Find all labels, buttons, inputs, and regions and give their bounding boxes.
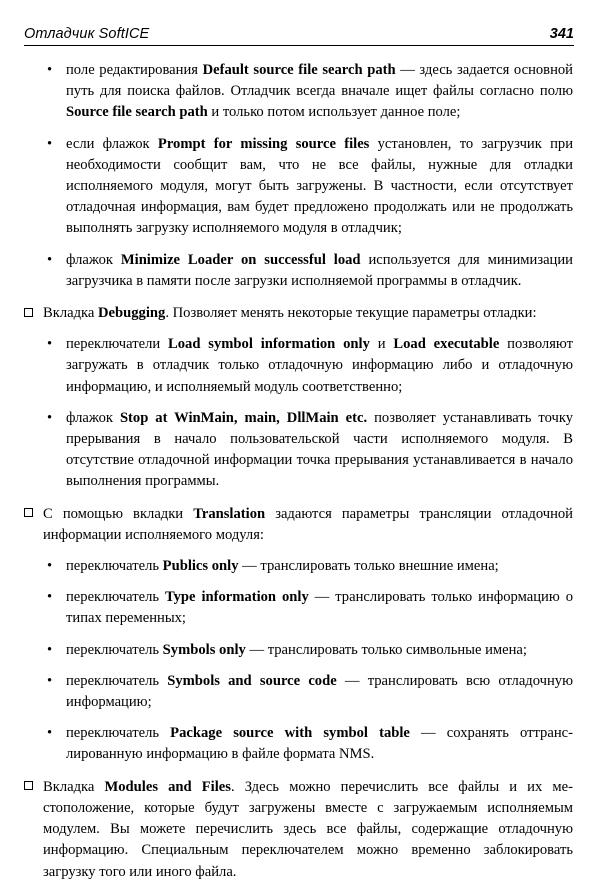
list-item [24,408,573,493]
running-head-title: Отладчик SoftICE [24,26,150,42]
body-text: переключатели [66,336,168,353]
body-text: Вкладка [43,778,105,795]
round-bullet-icon: • [47,589,53,606]
ui-term: Debugging [98,305,166,322]
body-text: переключатель [66,641,163,658]
square-bullet-icon [24,308,33,317]
body-text: — транслировать только символьные имена; [245,641,527,658]
ui-term: Load symbol information only [168,336,370,353]
list-item [24,556,573,577]
page-number: 341 [549,26,574,42]
body-text: — транслировать всю отладочную информацию; [66,672,573,711]
body-text: . Позволяет менять некоторые текущие параметры отладки: [165,305,537,322]
ui-term: Publics only [162,558,239,575]
ui-term: Stop at WinMain, main, DllMain etc. [119,409,368,426]
running-head [24,26,574,50]
list-item [24,334,573,398]
round-bullet-icon: • [47,336,53,353]
round-bullet-icon: • [47,558,53,575]
body-text: переключатель [66,558,163,575]
ui-term: Translation [193,505,266,522]
body-text: переключатель [66,672,168,689]
ui-term: Default source file search path [202,62,396,78]
body-text: Вкладка [43,305,99,322]
ui-term: Modules and Files [104,778,231,795]
body-text: если флажок [66,135,158,152]
body-text: позволяют загружать в отладчик только отладочную информацию либо и отладочную информацию, и исполняемый модуль соответственно; [66,336,574,395]
ui-term: Symbols only [162,641,246,658]
body-text: задаются параметры трансляции отладочной информации исполняемого модуля: [43,505,573,543]
section-item [24,504,573,546]
ui-term: Type information only [164,589,309,606]
body-text: позволяет устанавливать точку прерывания в начало пользовательской части исполняемого модуля. В отсутствие отладочной информации точка прерывания устанавливается в начало выполнения программы. [66,409,574,490]
ui-term: Source file search path [66,104,208,121]
round-bullet-icon: • [47,62,53,78]
body-text-column [24,60,573,882]
body-text: . Здесь можно перечислить все файлы и их местоположение, которые будут загружены вместе с загружаемым исполняемым модулем. Вы можете перечислить здесь все файлы, содержащие отладочную информацию. Специальным переключателем можно временно заблокировать загрузку того или иного файла. [43,778,573,880]
body-text: переключатель [66,725,171,742]
body-text: поле редактирования [66,62,203,78]
body-text: установлен, то загрузчик при необходимости сообщит вам, что не все файлы, нужные для отладки исполняемого модуля, могут быть загружены. В частности, если отсутствует отладочная информация, вам будет предложено продолжать или не продолжать выполнять загрузку исполняемого модуля в отладчик; [66,135,574,237]
square-bullet-icon [24,781,33,790]
running-head-inner [24,26,574,46]
body-text: флажок [66,251,121,268]
body-text: и только потом использует данное поле; [207,104,461,121]
square-bullet-icon [24,508,33,517]
body-text: флажок [66,409,120,426]
section-item [24,303,573,324]
list-item [24,60,573,124]
ui-term: Minimize Loader on successful load [120,251,361,268]
round-bullet-icon: • [47,672,53,689]
list-item [24,250,573,292]
ui-term: Prompt for missing source files [157,135,370,152]
list-item [24,671,573,713]
body-text: переключатель [66,589,165,606]
list-item [24,723,573,765]
list-item [24,587,573,629]
body-text: используется для минимизации загрузчика в памяти после загрузки исполняемой программы в отладчик. [66,251,573,289]
body-text: — здесь задается основной путь для поиска файлов. Отладчик всегда вначале ищет файлы согласно полю [66,62,573,100]
section-item [24,777,573,882]
list-item [24,134,573,240]
body-text: — транслировать только внешние имена; [238,558,499,575]
ui-term: Package source with symbol table [170,725,410,742]
round-bullet-icon: • [47,135,53,152]
body-text: и [369,336,394,353]
round-bullet-icon: • [47,251,53,268]
body-text: — транслировать только информацию о типах переменных; [66,589,573,627]
list-item [24,640,573,661]
round-bullet-icon: • [47,641,53,658]
ui-term: Symbols and source code [167,672,337,689]
body-text: С помощью вкладки [43,505,194,522]
body-text: — сохранять оттранслированную информацию в файле формата NMS. [66,725,573,763]
ui-term: Load executable [393,336,500,353]
round-bullet-icon: • [47,409,53,426]
round-bullet-icon: • [47,725,53,742]
